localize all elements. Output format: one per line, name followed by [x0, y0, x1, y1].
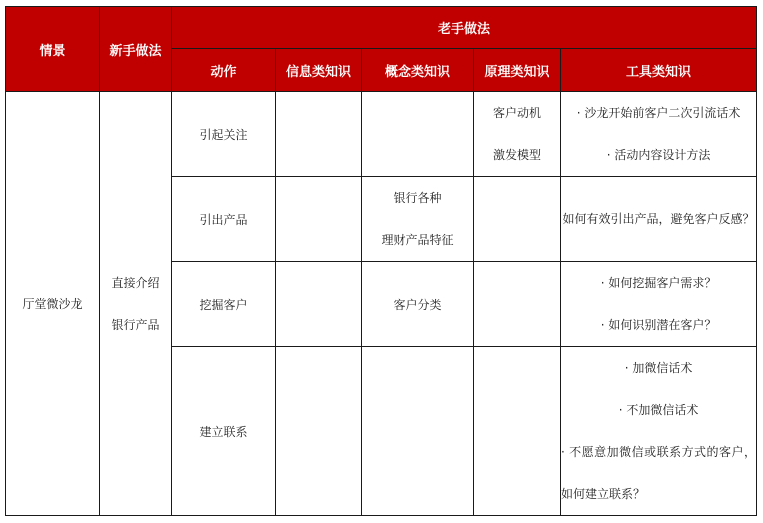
novice-cell [100, 92, 172, 516]
tool-item: · 沙龙开始前客户二次引流话术 [561, 92, 756, 134]
concept-cell: 客户分类 [362, 262, 474, 347]
tool-item: · 活动内容设计方法 [561, 134, 756, 176]
tool-item: · 如何挖掘客户需求？ [561, 262, 756, 304]
principle-cell [474, 92, 561, 177]
novice-line: 银行产品 [111, 317, 160, 332]
knowledge-table [5, 6, 757, 516]
action-cell: 挖掘客户 [172, 262, 276, 347]
header-tool: 工具类知识 [561, 49, 757, 92]
tool-cell [561, 347, 757, 516]
header-principle: 原理类知识 [474, 49, 561, 92]
header-scene: 情景 [6, 7, 100, 92]
action-cell: 建立联系 [172, 347, 276, 516]
header-expert: 老手做法 [172, 7, 757, 49]
tool-cell [561, 177, 757, 262]
concept-cell [362, 177, 474, 262]
info-cell [276, 92, 362, 177]
concept-line: 银行各种 [393, 191, 442, 205]
tool-wrap-text: · 不愿意加微信或联系方式的客户，如何建立联系？ [561, 445, 757, 501]
concept-cell [362, 347, 474, 516]
tool-item: · 如何识别潜在客户？ [561, 304, 756, 346]
header-novice: 新手做法 [100, 7, 172, 92]
tool-item: · 不加微信话术 [561, 389, 756, 431]
header-action: 动作 [172, 49, 276, 92]
info-cell [276, 177, 362, 262]
action-cell: 引出产品 [172, 177, 276, 262]
scene-cell: 厅堂微沙龙 [6, 92, 100, 516]
table-row [6, 92, 757, 177]
principle-cell [474, 347, 561, 516]
action-cell: 引起关注 [172, 92, 276, 177]
concept-line: 理财产品特征 [381, 233, 454, 247]
tool-item-wrapped [561, 431, 756, 515]
concept-cell [362, 92, 474, 177]
info-cell [276, 347, 362, 516]
tool-cell [561, 92, 757, 177]
principle-line: 客户动机 [492, 106, 541, 120]
header-concept: 概念类知识 [362, 49, 474, 92]
tool-item: · 加微信话术 [561, 347, 756, 389]
tool-text: 如何有效引出产品，避免客户反感？ [562, 212, 755, 226]
tool-cell [561, 262, 757, 347]
novice-line: 直接介绍 [111, 275, 160, 290]
info-cell [276, 262, 362, 347]
principle-line: 激发模型 [492, 148, 541, 162]
header-info: 信息类知识 [276, 49, 362, 92]
principle-cell [474, 177, 561, 262]
principle-cell [474, 262, 561, 347]
